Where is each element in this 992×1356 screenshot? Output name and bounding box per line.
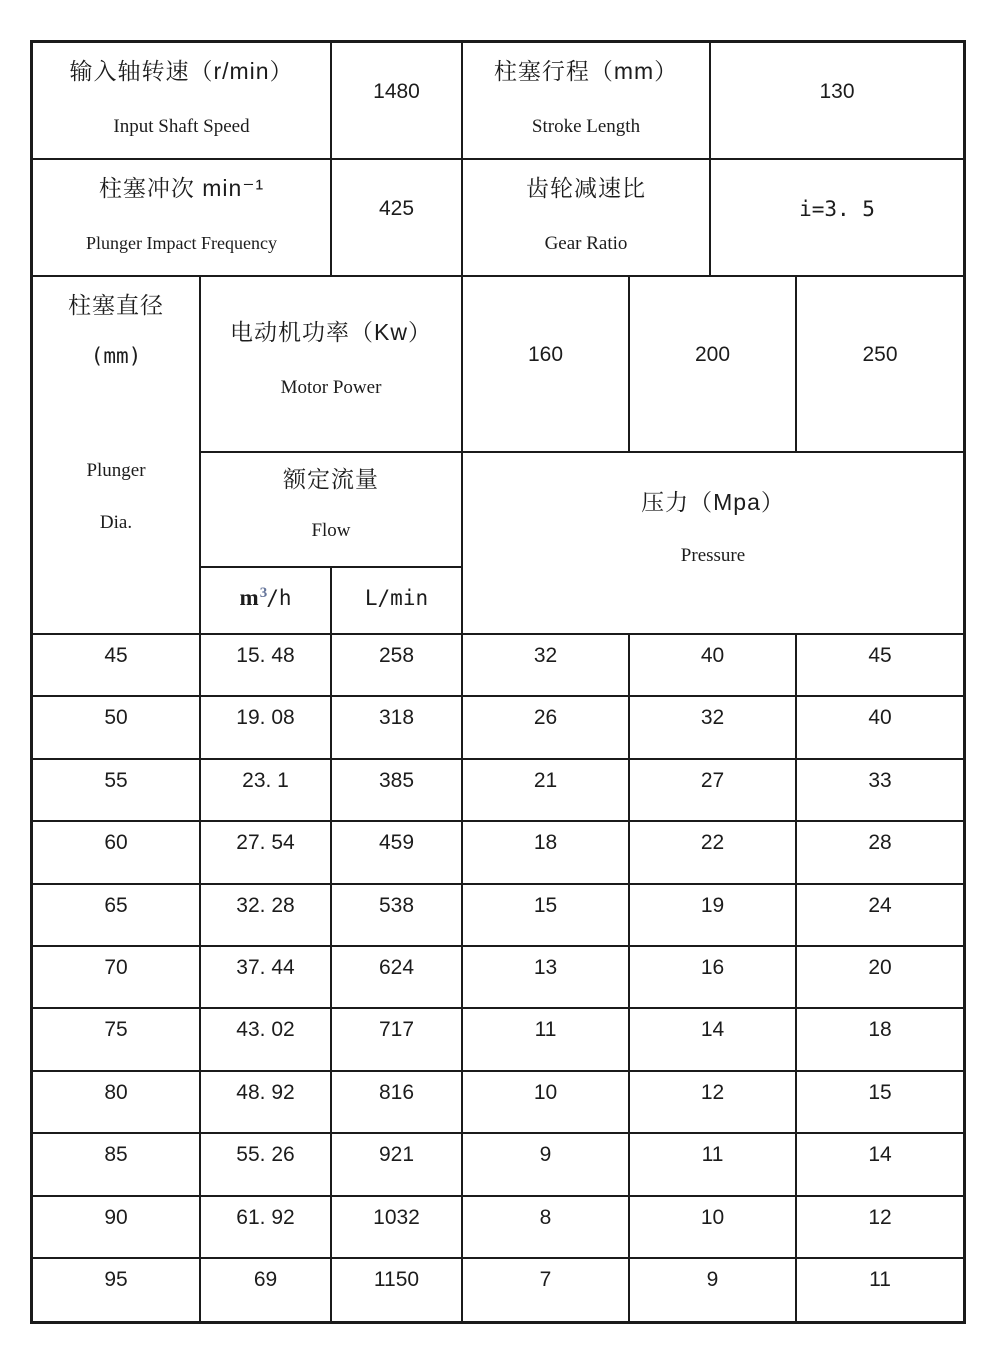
cell-flow-m3h: 37. 44 <box>201 947 332 1009</box>
cell-pressure-160: 15 <box>463 885 630 947</box>
motor-power-250: 250 <box>797 277 963 453</box>
cell-pressure-250: 18 <box>797 1009 963 1071</box>
cell-flow-m3h: 55. 26 <box>201 1134 332 1196</box>
flow-zh: 额定流量 <box>283 466 379 492</box>
cell-pressure-160: 8 <box>463 1197 630 1259</box>
cell-pressure-200: 9 <box>630 1259 797 1321</box>
cell-pressure-200: 16 <box>630 947 797 1009</box>
value-stroke-length: 130 <box>711 43 963 160</box>
cell-pressure-200: 14 <box>630 1009 797 1071</box>
cell-pressure-250: 11 <box>869 1267 891 1291</box>
header-motor-power <box>201 277 463 453</box>
input-shaft-speed-zh: 输入轴转速（r/min） <box>69 58 294 84</box>
cell-pressure-160: 26 <box>463 697 630 759</box>
cell-flow-lmin: 258 <box>332 635 463 697</box>
cell-flow-lmin: 717 <box>332 1009 463 1071</box>
cell-flow-lmin: 459 <box>332 822 463 884</box>
cell-pressure-160: 13 <box>463 947 630 1009</box>
cell-flow-lmin: 1032 <box>332 1197 463 1259</box>
flow-unit-m3h-label <box>240 585 292 611</box>
motor-power-zh: 电动机功率（Kw） <box>230 318 432 345</box>
plunger-impact-zh: 柱塞冲次 min⁻¹ <box>98 175 265 201</box>
m3-superscript: 3 <box>259 584 268 601</box>
cell-pressure-200: 22 <box>630 822 797 884</box>
cell-flow-m3h: 43. 02 <box>201 1009 332 1071</box>
cell-pressure-250: 14 <box>797 1134 963 1196</box>
cell-dia: 85 <box>33 1134 201 1196</box>
header-flow-unit-lmin: L/min <box>332 568 463 635</box>
cell-pressure-200: 32 <box>630 697 797 759</box>
header-plunger-dia <box>33 277 201 635</box>
pressure-zh: 压力（Mpa） <box>641 488 785 515</box>
header-plunger-impact-frequency <box>33 160 332 277</box>
cell-pressure-160: 9 <box>463 1134 630 1196</box>
cell-pressure-160: 11 <box>463 1009 630 1071</box>
cell-dia: 65 <box>33 885 201 947</box>
pressure-en: Pressure <box>680 544 746 566</box>
cell-dia: 45 <box>33 635 201 697</box>
cell-dia: 95 <box>33 1259 201 1321</box>
cell-flow-m3h: 48. 92 <box>201 1072 332 1134</box>
cell-dia: 90 <box>33 1197 201 1259</box>
plunger-dia-en1: Plunger <box>86 460 146 481</box>
cell-flow-lmin: 816 <box>332 1072 463 1134</box>
cell-pressure-200: 40 <box>630 635 797 697</box>
cell-pressure-250: 12 <box>797 1197 963 1259</box>
plunger-dia-unit: (mm) <box>90 344 142 368</box>
cell-pressure-250: 33 <box>797 760 963 822</box>
flow-en: Flow <box>311 520 351 541</box>
gear-ratio-en: Gear Ratio <box>544 233 628 254</box>
cell-dia: 55 <box>33 760 201 822</box>
cell-flow-m3h: 19. 08 <box>201 697 332 759</box>
cell-pressure-250: 24 <box>797 885 963 947</box>
cell-flow-lmin: 385 <box>332 760 463 822</box>
cell-flow-lmin: 538 <box>332 885 463 947</box>
input-shaft-speed-en: Input Shaft Speed <box>113 116 250 137</box>
header-flow-unit-m3h <box>201 568 332 635</box>
value-plunger-impact-frequency: 425 <box>332 160 463 277</box>
cell-pressure-250: 15 <box>797 1072 963 1134</box>
cell-flow-lmin: 921 <box>332 1134 463 1196</box>
m3-suffix: /h <box>266 585 292 610</box>
cell-pressure-250: 20 <box>797 947 963 1009</box>
header-pressure <box>463 453 963 635</box>
value-input-shaft-speed: 1480 <box>332 43 463 160</box>
cell-dia: 70 <box>33 947 201 1009</box>
cell-pressure-160: 32 <box>463 635 630 697</box>
cell-flow-m3h: 15. 48 <box>201 635 332 697</box>
cell-pressure-160: 10 <box>463 1072 630 1134</box>
cell-pressure-200: 11 <box>630 1134 797 1196</box>
cell-pressure-160: 18 <box>463 822 630 884</box>
cell-dia: 60 <box>33 822 201 884</box>
motor-power-200: 200 <box>630 277 797 453</box>
cell-pressure-160: 21 <box>463 760 630 822</box>
cell-pressure-250: 40 <box>797 697 963 759</box>
value-gear-ratio: i=3. 5 <box>711 160 963 277</box>
cell-pressure-200: 12 <box>630 1072 797 1134</box>
cell-pressure-200: 27 <box>630 760 797 822</box>
cell-flow-m3h: 69 <box>201 1259 332 1321</box>
cell-flow-lmin: 1150 <box>332 1259 463 1321</box>
cell-pressure-250: 45 <box>797 635 963 697</box>
header-flow <box>201 453 463 568</box>
cell-pressure-200: 10 <box>630 1197 797 1259</box>
gear-ratio-zh: 齿轮减速比 <box>526 175 646 201</box>
cell-pressure-200: 19 <box>630 885 797 947</box>
cell-flow-m3h: 23. 1 <box>201 760 332 822</box>
cell-dia: 50 <box>33 697 201 759</box>
cell-flow-m3h: 27. 54 <box>201 822 332 884</box>
header-gear-ratio <box>463 160 711 277</box>
stroke-length-zh: 柱塞行程（mm） <box>493 58 679 84</box>
plunger-dia-en2: Dia. <box>99 512 133 533</box>
motor-power-160: 160 <box>463 277 630 453</box>
cell-pressure-160: 7 <box>463 1259 630 1321</box>
cell-flow-m3h: 32. 28 <box>201 885 332 947</box>
header-input-shaft-speed <box>33 43 332 160</box>
plunger-dia-zh: 柱塞直径 <box>68 292 164 318</box>
header-stroke-length <box>463 43 711 160</box>
m3-base: m <box>239 584 259 610</box>
plunger-impact-en: Plunger Impact Frequency <box>86 233 277 253</box>
cell-flow-m3h: 61. 92 <box>201 1197 332 1259</box>
cell-pressure-250: 28 <box>797 822 963 884</box>
motor-power-en: Motor Power <box>280 376 382 398</box>
cell-flow-lmin: 624 <box>332 947 463 1009</box>
spec-table <box>30 40 966 1324</box>
stroke-length-en: Stroke Length <box>531 116 641 137</box>
cell-dia: 75 <box>33 1009 201 1071</box>
cell-flow-lmin: 318 <box>332 697 463 759</box>
cell-dia: 80 <box>33 1072 201 1134</box>
